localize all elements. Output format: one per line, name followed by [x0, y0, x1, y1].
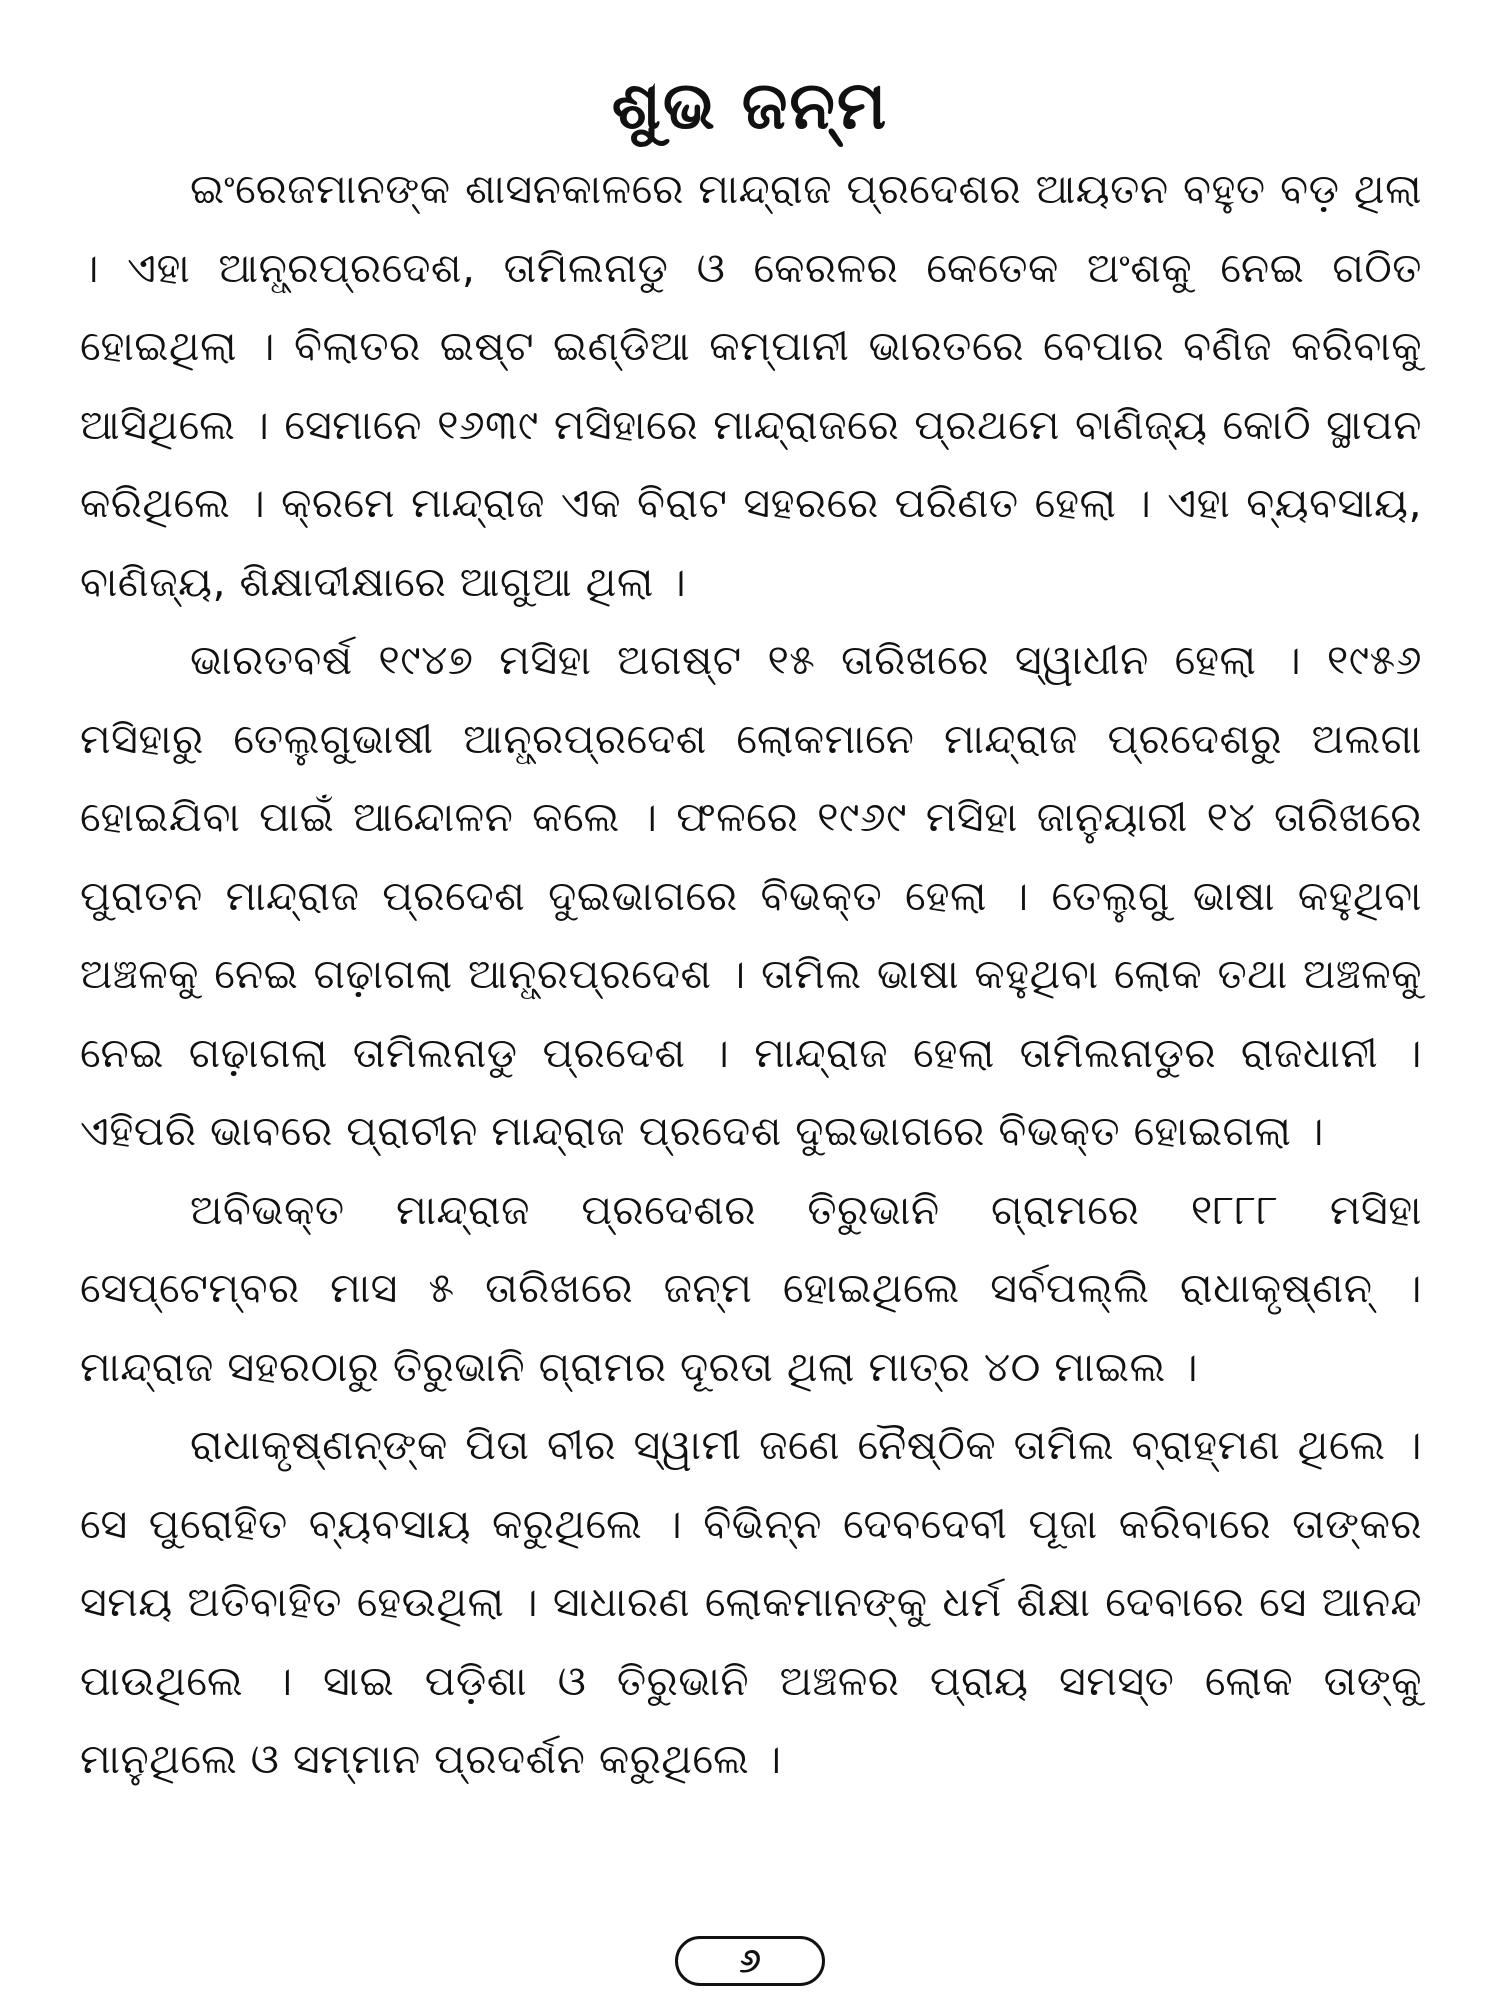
body-text [80, 150, 1422, 1799]
paragraph-4: ରାଧାକୃଷ୍ଣନ୍ଙ୍କ ପିତା ବୀର ସ୍ୱାମୀ ଜଣେ ନୈଷ୍ଠିକ ତାମିଲ ବ୍ରାହ୍ମଣ ଥିଲେ । ସେ ପୁରୋହିତ ବ୍ୟବସାୟ କରୁଥିଲେ । ବିଭିନ୍ନ ଦେବଦେବୀ ପୂଜା କରିବାରେ ତାଙ୍କର ସମୟ ଅତିବାହିତ ହେଉଥିଲା । ସାଧାରଣ ଲୋକମାନଙ୍କୁ ଧର୍ମ ଶିକ୍ଷା ଦେବାରେ ସେ ଆନନ୍ଦ ପାଉଥିଲେ । ସାଇ ପଡ଼ିଶା ଓ ତିରୁଭାନି ଅଞ୍ଚଳର ପ୍ରାୟ ସମସ୍ତ ଲୋକ ତାଙ୍କୁ ମାନୁଥିଲେ ଓ ସମ୍ମାନ ପ୍ରଦର୍ଶନ କରୁଥିଲେ । [80, 1421, 1422, 1783]
page-title: ଶୁଭ ଜନ୍ମ [611, 67, 889, 145]
paragraph-3: ଅବିଭକ୍ତ ମାନ୍ଦ୍ରାଜ ପ୍ରଦେଶର ତିରୁଭାନି ଗ୍ରାମରେ ୧୮୮୮ ମସିହା ସେପ୍ଟେମ୍ବର ମାସ ୫ ତାରିଖରେ ଜନ୍ମ ହୋଇଥିଲେ ସର୍ବପଲ୍ଲି ରାଧାକୃଷ୍ଣନ୍ । ମାନ୍ଦ୍ରାଜ ସହରଠାରୁ ତିରୁଭାନି ଗ୍ରାମର ଦୂରତା ଥିଲା ମାତ୍ର ୪୦ ମାଇଲ । [80, 1185, 1422, 1391]
paragraph-2: ଭାରତବର୍ଷ ୧୯୪୭ ମସିହା ଅଗଷ୍ଟ ୧୫ ତାରିଖରେ ସ୍ୱାଧୀନ ହେଲା । ୧୯୫୬ ମସିହାରୁ ତେଲୁଗୁଭାଷୀ ଆନ୍ଧ୍ରପ୍ରଦେଶ ଲୋକମାନେ ମାନ୍ଦ୍ରାଜ ପ୍ରଦେଶରୁ ଅଲଗା ହୋଇଯିବା ପାଇଁ ଆନ୍ଦୋଳନ କଲେ । ଫଳରେ ୧୯୬୯ ମସିହା ଜାନୁୟାରୀ ୧୪ ତାରିଖରେ ପୁରାତନ ମାନ୍ଦ୍ରାଜ ପ୍ରଦେଶ ଦୁଇଭାଗରେ ବିଭକ୍ତ ହେଲା । ତେଲୁଗୁ ଭାଷା କହୁଥିବା ଅଞ୍ଚଳକୁ ନେଇ ଗଢ଼ାଗଲା ଆନ୍ଧ୍ରପ୍ରଦେଶ । ତାମିଲ ଭାଷା କହୁଥିବା ଲୋକ ତଥା ଅଞ୍ଚଳକୁ ନେଇ ଗଢ଼ାଗଲା ତାମିଲନାଡୁ ପ୍ରଦେଶ । ମାନ୍ଦ୍ରାଜ ହେଲା ତାମିଲନାଡୁର ରାଜଧାନୀ । ଏହିପରି ଭାବରେ ପ୍ରାଚୀନ ମାନ୍ଦ୍ରାଜ ପ୍ରଦେଶ ଦୁଇଭାଗରେ ବିଭକ୍ତ ହୋଇଗଲା । [80, 636, 1422, 1155]
paragraph-1: ଇଂରେଜମାନଙ୍କ ଶାସନକାଳରେ ମାନ୍ଦ୍ରାଜ ପ୍ରଦେଶର ଆୟତନ ବହୁତ ବଡ଼ ଥିଲା । ଏହା ଆନ୍ଧ୍ରପ୍ରଦେଶ, ତାମିଲନାଡୁ ଓ କେରଳର କେତେକ ଅଂଶକୁ ନେଇ ଗଠିତ ହୋଇଥିଲା । ବିଲାତର ଇଷ୍ଟ ଇଣ୍ଡିଆ କମ୍ପାନୀ ଭାରତରେ ବେପାର ବଣିଜ କରିବାକୁ ଆସିଥିଲେ । ସେମାନେ ୧୬୩୯ ମସିହାରେ ମାନ୍ଦ୍ରାଜରେ ପ୍ରଥମେ ବାଣିଜ୍ୟ କୋଠି ସ୍ଥାପନ କରିଥିଲେ । କ୍ରମେ ମାନ୍ଦ୍ରାଜ ଏକ ବିରାଟ ସହରରେ ପରିଣତ ହେଲା । ଏହା ବ୍ୟବସାୟ, ବାଣିଜ୍ୟ, ଶିକ୍ଷାଦୀକ୍ଷାରେ ଆଗୁଆ ଥିଲା । [80, 165, 1422, 606]
page-number: ୬ [675, 1936, 825, 1986]
